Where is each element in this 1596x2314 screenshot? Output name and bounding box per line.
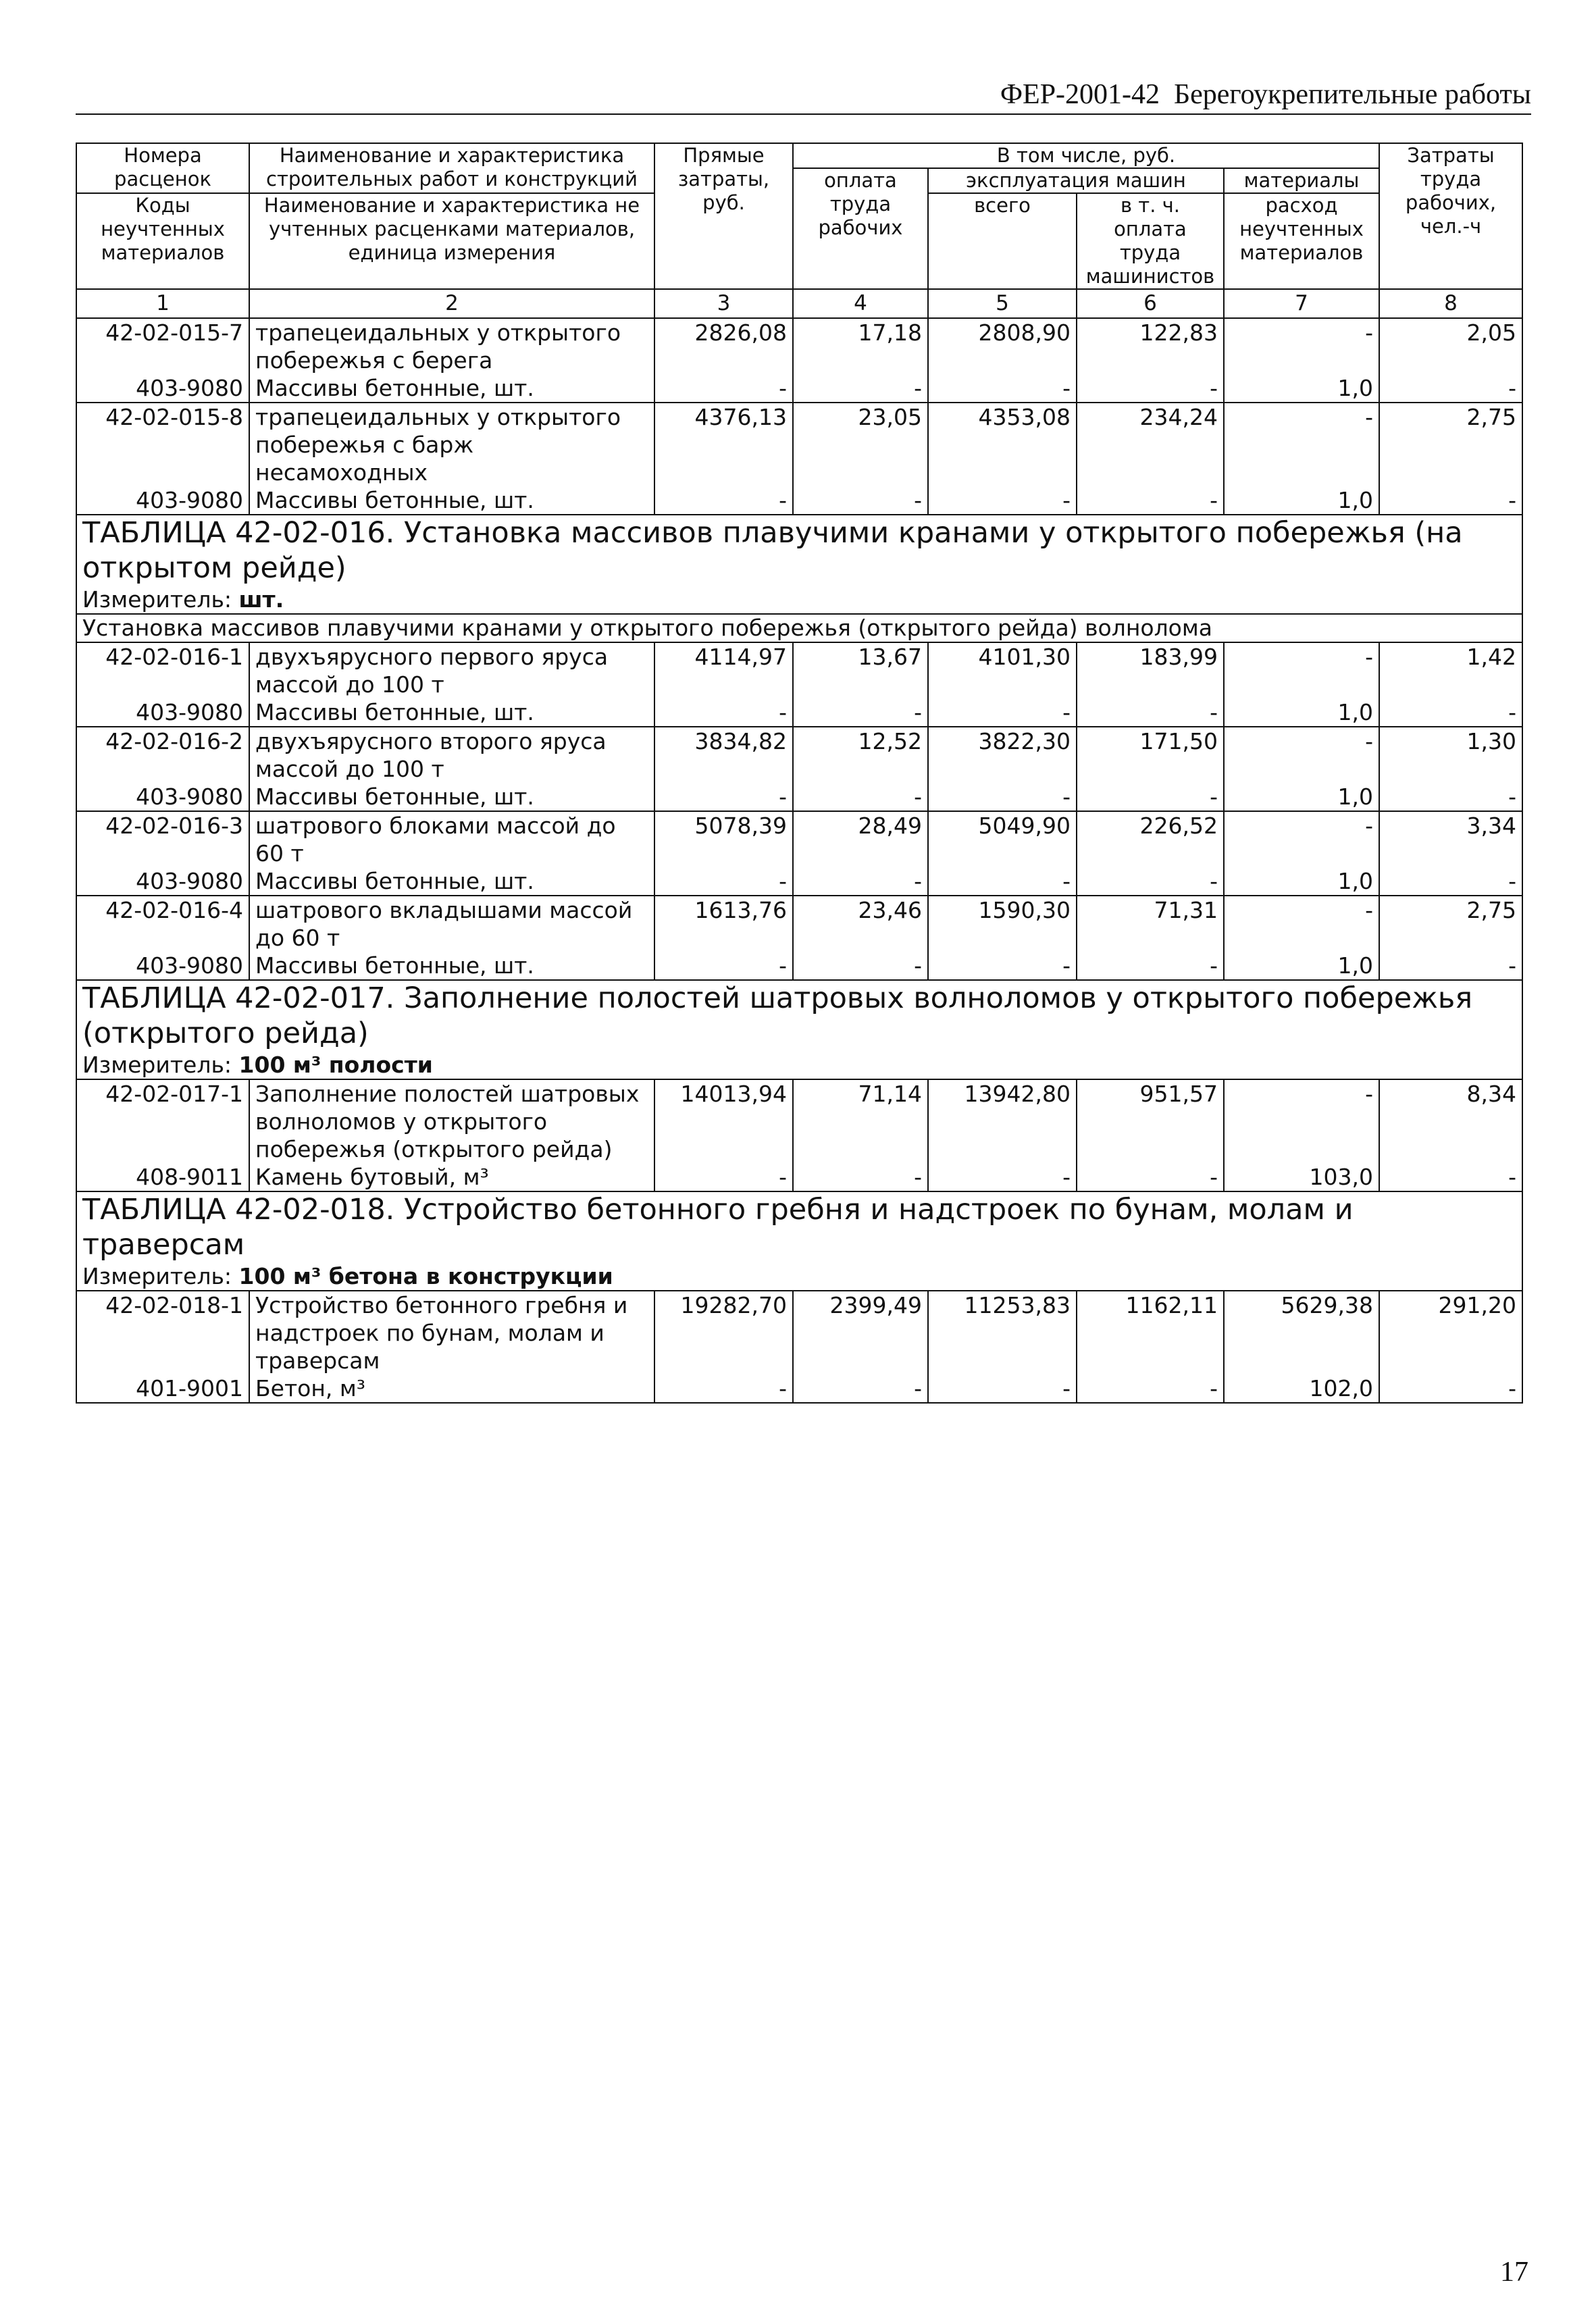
- direct-costs-cell: 19282,70: [654, 1291, 793, 1374]
- materials-cell: 1,0: [1224, 374, 1379, 403]
- wages-cell: -: [793, 1163, 928, 1191]
- machinist-wages-cell: -: [1077, 952, 1224, 980]
- material-row: [76, 374, 1522, 403]
- machinist-wages-cell: -: [1077, 698, 1224, 727]
- header-wages: оплата труда рабочих: [793, 168, 928, 289]
- labor-costs-cell: -: [1379, 783, 1522, 811]
- header-material-codes: Коды неучтенных материалов: [76, 193, 249, 289]
- machines-total-cell: -: [928, 374, 1077, 403]
- material-row: [76, 952, 1522, 980]
- machines-total-cell: 3822,30: [928, 727, 1077, 783]
- work-name-cell: Массивы бетонные, шт.: [249, 867, 654, 896]
- materials-cell: 5629,38: [1224, 1291, 1379, 1374]
- rate-code-cell: 403-9080: [76, 486, 249, 515]
- direct-costs-cell: -: [654, 783, 793, 811]
- rate-code-cell: 42-02-016-1: [76, 642, 249, 698]
- work-name-cell: Массивы бетонные, шт.: [249, 486, 654, 515]
- rate-code-cell: 401-9001: [76, 1374, 249, 1403]
- header-rule: [76, 113, 1531, 115]
- table-017-measure: [76, 1051, 1522, 1079]
- material-row: [76, 1374, 1522, 1403]
- machines-total-cell: -: [928, 1374, 1077, 1403]
- direct-costs-cell: 4114,97: [654, 642, 793, 698]
- labor-costs-cell: 2,75: [1379, 896, 1522, 952]
- measure-label: Измеритель:: [82, 586, 232, 613]
- wages-cell: 17,18: [793, 318, 928, 374]
- materials-cell: -: [1224, 642, 1379, 698]
- rate-code-cell: 42-02-015-8: [76, 403, 249, 486]
- materials-cell: -: [1224, 318, 1379, 374]
- machines-total-cell: -: [928, 1163, 1077, 1191]
- machines-total-cell: -: [928, 867, 1077, 896]
- machinist-wages-cell: 183,99: [1077, 642, 1224, 698]
- work-name-cell: Массивы бетонные, шт.: [249, 783, 654, 811]
- rate-row: [76, 1291, 1522, 1374]
- machinist-wages-cell: -: [1077, 374, 1224, 403]
- material-row: [76, 867, 1522, 896]
- rate-code-cell: 42-02-018-1: [76, 1291, 249, 1374]
- machines-total-cell: -: [928, 698, 1077, 727]
- direct-costs-cell: -: [654, 486, 793, 515]
- machinist-wages-cell: 226,52: [1077, 811, 1224, 867]
- header-material-name: Наименование и характеристика не учтенных расценками материалов, единица измерения: [249, 193, 654, 289]
- direct-costs-cell: -: [654, 698, 793, 727]
- rate-code-cell: 42-02-016-2: [76, 727, 249, 783]
- wages-cell: -: [793, 867, 928, 896]
- table-016-section-title: Установка массивов плавучими кранами у открытого побережья (открытого рейда) волнолома: [76, 614, 1522, 642]
- header-materials: материалы: [1224, 168, 1379, 193]
- page-number: 17: [1500, 2257, 1528, 2288]
- work-name-cell: двухъярусного второго яруса массой до 100 т: [249, 727, 654, 783]
- measure-label: Измеритель:: [82, 1263, 232, 1289]
- materials-cell: 1,0: [1224, 698, 1379, 727]
- wages-cell: 2399,49: [793, 1291, 928, 1374]
- machines-total-cell: 4101,30: [928, 642, 1077, 698]
- header-work-name: Наименование и характеристика строительных работ и конструкций: [249, 143, 654, 193]
- column-number: 4: [793, 289, 928, 318]
- measure-unit: 100 м³ полости: [238, 1052, 433, 1078]
- direct-costs-cell: 5078,39: [654, 811, 793, 867]
- machines-total-cell: 11253,83: [928, 1291, 1077, 1374]
- column-number: 3: [654, 289, 793, 318]
- materials-cell: 1,0: [1224, 867, 1379, 896]
- work-name-cell: Заполнение полостей шатровых волноломов у открытого побережья (открытого рейда): [249, 1079, 654, 1163]
- work-name-cell: Массивы бетонные, шт.: [249, 952, 654, 980]
- header-machines-total: всего: [928, 193, 1077, 289]
- materials-cell: 1,0: [1224, 486, 1379, 515]
- labor-costs-cell: 2,75: [1379, 403, 1522, 486]
- machinist-wages-cell: 234,24: [1077, 403, 1224, 486]
- wages-cell: -: [793, 1374, 928, 1403]
- header-material-consumption: расход неучтенных материалов: [1224, 193, 1379, 289]
- work-name-cell: трапецеидальных у открытого побережья с барж несамоходных: [249, 403, 654, 486]
- direct-costs-cell: 2826,08: [654, 318, 793, 374]
- wages-cell: -: [793, 698, 928, 727]
- machinist-wages-cell: 1162,11: [1077, 1291, 1224, 1374]
- column-number: 2: [249, 289, 654, 318]
- material-row: [76, 1163, 1522, 1191]
- work-name-cell: Камень бутовый, м³: [249, 1163, 654, 1191]
- machinist-wages-cell: 951,57: [1077, 1079, 1224, 1163]
- materials-cell: 103,0: [1224, 1163, 1379, 1191]
- table-017-heading: ТАБЛИЦА 42-02-017. Заполнение полостей шатровых волноломов у открытого побережья (открытого рейда): [76, 980, 1522, 1051]
- material-row: [76, 783, 1522, 811]
- work-name-cell: Устройство бетонного гребня и надстроек по бунам, молам и траверсам: [249, 1291, 654, 1374]
- work-name-cell: Массивы бетонные, шт.: [249, 698, 654, 727]
- rate-code-cell: 42-02-016-3: [76, 811, 249, 867]
- machines-total-cell: -: [928, 952, 1077, 980]
- rate-code-cell: 42-02-017-1: [76, 1079, 249, 1163]
- direct-costs-cell: -: [654, 374, 793, 403]
- labor-costs-cell: 2,05: [1379, 318, 1522, 374]
- column-number: 6: [1077, 289, 1224, 318]
- column-number: 7: [1224, 289, 1379, 318]
- work-name-cell: Массивы бетонные, шт.: [249, 374, 654, 403]
- rate-row: [76, 811, 1522, 867]
- machinist-wages-cell: -: [1077, 783, 1224, 811]
- machinist-wages-cell: -: [1077, 1374, 1224, 1403]
- labor-costs-cell: 8,34: [1379, 1079, 1522, 1163]
- rate-row: [76, 896, 1522, 952]
- header-machinist-wages: в т. ч. оплата труда машинистов: [1077, 193, 1224, 289]
- materials-cell: -: [1224, 1079, 1379, 1163]
- running-head-title: Берегоукрепительные работы: [1174, 79, 1531, 110]
- labor-costs-cell: -: [1379, 698, 1522, 727]
- rate-row: [76, 1079, 1522, 1163]
- direct-costs-cell: -: [654, 1374, 793, 1403]
- rate-row: [76, 727, 1522, 783]
- machines-total-cell: 1590,30: [928, 896, 1077, 952]
- materials-cell: -: [1224, 811, 1379, 867]
- labor-costs-cell: -: [1379, 374, 1522, 403]
- measure-unit: 100 м³ бетона в конструкции: [238, 1263, 613, 1289]
- materials-cell: -: [1224, 896, 1379, 952]
- header-rate-numbers: Номера расценок: [76, 143, 249, 193]
- labor-costs-cell: -: [1379, 952, 1522, 980]
- running-head-code: ФЕР-2001-42: [1000, 79, 1160, 110]
- table-018-measure: [76, 1262, 1522, 1291]
- machines-total-cell: 2808,90: [928, 318, 1077, 374]
- material-row: [76, 698, 1522, 727]
- work-name-cell: шатрового вкладышами массой до 60 т: [249, 896, 654, 952]
- materials-cell: -: [1224, 403, 1379, 486]
- work-name-cell: шатрового блоками массой до 60 т: [249, 811, 654, 867]
- machines-total-cell: -: [928, 486, 1077, 515]
- header-including: В том числе, руб.: [793, 143, 1379, 168]
- direct-costs-cell: 4376,13: [654, 403, 793, 486]
- table-016-measure: [76, 586, 1522, 614]
- machinist-wages-cell: -: [1077, 1163, 1224, 1191]
- direct-costs-cell: 14013,94: [654, 1079, 793, 1163]
- labor-costs-cell: -: [1379, 1374, 1522, 1403]
- machinist-wages-cell: 71,31: [1077, 896, 1224, 952]
- rate-row: [76, 403, 1522, 486]
- machines-total-cell: 4353,08: [928, 403, 1077, 486]
- wages-cell: 13,67: [793, 642, 928, 698]
- wages-cell: 71,14: [793, 1079, 928, 1163]
- direct-costs-cell: -: [654, 867, 793, 896]
- material-row: [76, 486, 1522, 515]
- labor-costs-cell: 291,20: [1379, 1291, 1522, 1374]
- wages-cell: 12,52: [793, 727, 928, 783]
- machinist-wages-cell: 171,50: [1077, 727, 1224, 783]
- direct-costs-cell: -: [654, 1163, 793, 1191]
- work-name-cell: Бетон, м³: [249, 1374, 654, 1403]
- rate-code-cell: 403-9080: [76, 698, 249, 727]
- wages-cell: 23,46: [793, 896, 928, 952]
- labor-costs-cell: 1,42: [1379, 642, 1522, 698]
- machines-total-cell: 5049,90: [928, 811, 1077, 867]
- machines-total-cell: 13942,80: [928, 1079, 1077, 1163]
- measure-label: Измеритель:: [82, 1052, 232, 1078]
- header-direct-costs: Прямые затраты, руб.: [654, 143, 793, 289]
- materials-cell: 102,0: [1224, 1374, 1379, 1403]
- wages-cell: -: [793, 783, 928, 811]
- rate-row: [76, 318, 1522, 374]
- labor-costs-cell: -: [1379, 1163, 1522, 1191]
- labor-costs-cell: 3,34: [1379, 811, 1522, 867]
- wages-cell: -: [793, 374, 928, 403]
- rate-code-cell: 408-9011: [76, 1163, 249, 1191]
- table-016-heading: ТАБЛИЦА 42-02-016. Установка массивов плавучими кранами у открытого побережья (на открытом рейде): [76, 515, 1522, 586]
- labor-costs-cell: 1,30: [1379, 727, 1522, 783]
- machinist-wages-cell: -: [1077, 486, 1224, 515]
- rates-table: [76, 143, 1523, 1404]
- materials-cell: 1,0: [1224, 952, 1379, 980]
- direct-costs-cell: 3834,82: [654, 727, 793, 783]
- column-numbers-row: [76, 289, 1522, 318]
- rate-code-cell: 42-02-016-4: [76, 896, 249, 952]
- rate-row: [76, 642, 1522, 698]
- column-number: 8: [1379, 289, 1522, 318]
- materials-cell: -: [1224, 727, 1379, 783]
- direct-costs-cell: 1613,76: [654, 896, 793, 952]
- rate-code-cell: 403-9080: [76, 374, 249, 403]
- wages-cell: 28,49: [793, 811, 928, 867]
- machines-total-cell: -: [928, 783, 1077, 811]
- column-number: 5: [928, 289, 1077, 318]
- header-machine-operation: эксплуатация машин: [928, 168, 1224, 193]
- work-name-cell: двухъярусного первого яруса массой до 100 т: [249, 642, 654, 698]
- machinist-wages-cell: -: [1077, 867, 1224, 896]
- measure-unit: шт.: [238, 586, 284, 613]
- direct-costs-cell: -: [654, 952, 793, 980]
- wages-cell: -: [793, 952, 928, 980]
- work-name-cell: трапецеидальных у открытого побережья с берега: [249, 318, 654, 374]
- labor-costs-cell: -: [1379, 486, 1522, 515]
- wages-cell: 23,05: [793, 403, 928, 486]
- column-number: 1: [76, 289, 249, 318]
- table-018-heading: ТАБЛИЦА 42-02-018. Устройство бетонного гребня и надстроек по бунам, молам и траверсам: [76, 1191, 1522, 1262]
- header-labor-costs: Затраты труда рабочих, чел.-ч: [1379, 143, 1522, 289]
- rate-code-cell: 403-9080: [76, 867, 249, 896]
- rate-code-cell: 42-02-015-7: [76, 318, 249, 374]
- wages-cell: -: [793, 486, 928, 515]
- machinist-wages-cell: 122,83: [1077, 318, 1224, 374]
- rate-code-cell: 403-9080: [76, 783, 249, 811]
- materials-cell: 1,0: [1224, 783, 1379, 811]
- rate-code-cell: 403-9080: [76, 952, 249, 980]
- running-head: [1000, 78, 1531, 111]
- labor-costs-cell: -: [1379, 867, 1522, 896]
